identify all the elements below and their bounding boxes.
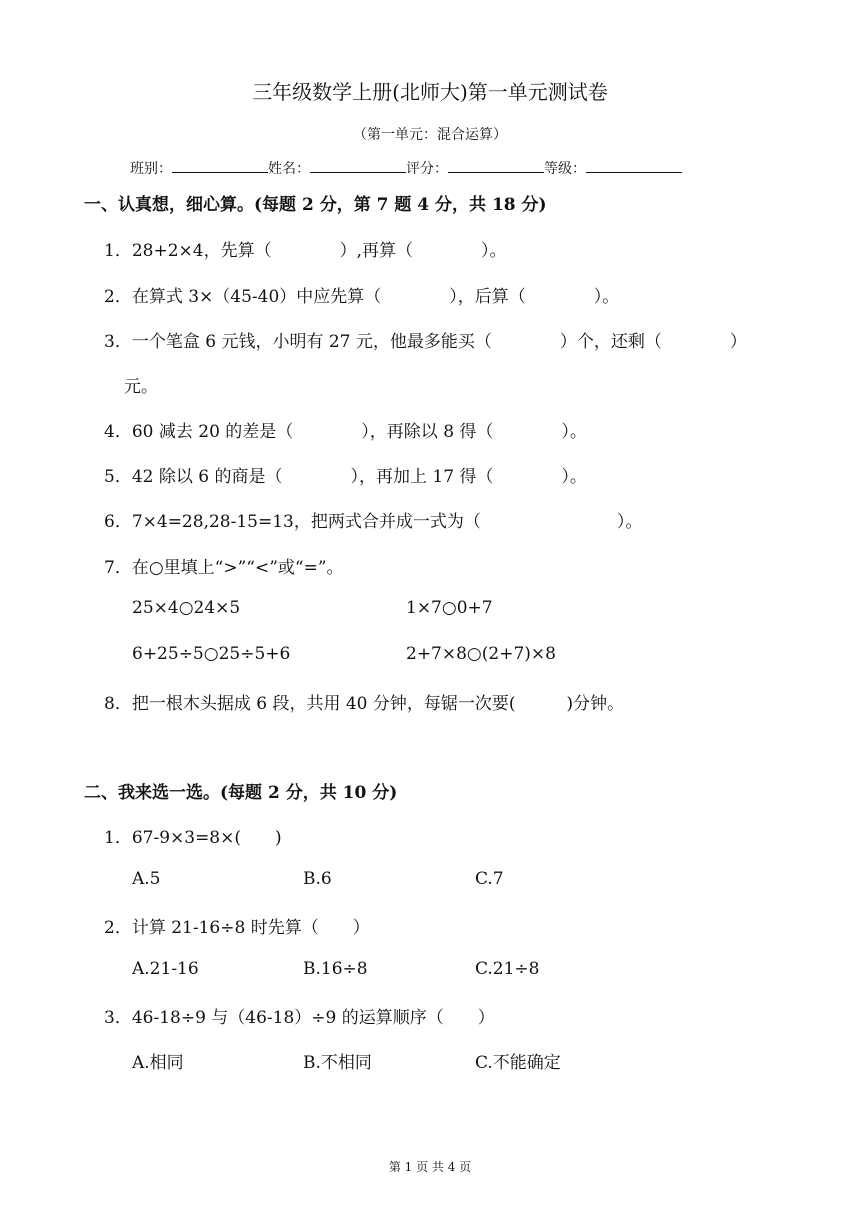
class-label: 班别：: [130, 161, 172, 177]
s1-question-1: 1．28+2×4，先算（ ）,再算（ ）。: [104, 241, 507, 261]
name-blank: [310, 158, 406, 173]
s1-question-8: 8．把一根木头据成 6 段，共用 40 分钟，每锯一次要( )分钟。: [104, 694, 625, 714]
grade-blank: [586, 158, 682, 173]
grade-label: 等级：: [544, 161, 586, 177]
s2-q2-option-a: A.21-16: [132, 959, 199, 979]
s2-q3-option-c: C.不能确定: [475, 1053, 561, 1073]
s1-question-5: 5．42 除以 6 的商是（ ），再加上 17 得（ ）。: [104, 467, 587, 487]
s2-q2-option-b: B.16÷8: [303, 959, 368, 979]
class-blank: [172, 158, 268, 173]
q7-item-3: 6+25÷5○25÷5+6: [132, 644, 291, 664]
s2-q3-option-b: B.不相同: [303, 1053, 372, 1073]
s2-question-1: 1．67-9×3=8×( ): [104, 828, 282, 848]
page-footer: 第 1 页 共 4 页: [388, 1160, 472, 1174]
s1-question-2: 2．在算式 3×（45-40）中应先算（ ），后算（ ）。: [104, 287, 620, 307]
s2-q3-option-a: A.相同: [132, 1053, 184, 1073]
s2-question-3: 3．46-18÷9 与（46-18）÷9 的运算顺序（ ）: [104, 1008, 495, 1028]
q7-item-4: 2+7×8○(2+7)×8: [406, 644, 556, 664]
page-title: 三年级数学上册(北师大)第一单元测试卷: [252, 80, 608, 104]
q7-item-1: 25×4○24×5: [132, 598, 241, 618]
q7-item-2: 1×7○0+7: [406, 598, 493, 618]
s2-q1-option-b: B.6: [303, 869, 332, 889]
page-subtitle: （第一单元：混合运算）: [353, 127, 507, 143]
student-info-line: [130, 158, 682, 178]
score-label: 评分：: [406, 161, 448, 177]
s1-question-3-line2: 元。: [124, 377, 158, 397]
s2-question-2: 2．计算 21-16÷8 时先算（ ）: [104, 918, 370, 938]
score-blank: [448, 158, 544, 173]
s1-question-3-line1: 3．一个笔盒 6 元钱，小明有 27 元，他最多能买（ ）个，还剩（ ）: [104, 332, 747, 352]
section2-heading: 二、我来选一选。(每题 2 分，共 10 分): [84, 783, 398, 803]
s1-question-7: 7．在○里填上“>”“<”或“=”。: [104, 558, 344, 578]
s2-q2-option-c: C.21÷8: [475, 959, 540, 979]
s1-question-6: 6．7×4=28,28-15=13，把两式合并成一式为（ ）。: [104, 512, 643, 532]
s1-question-4: 4．60 减去 20 的差是（ ），再除以 8 得（ ）。: [104, 422, 587, 442]
name-label: 姓名：: [268, 161, 310, 177]
section1-heading: 一、认真想，细心算。(每题 2 分，第 7 题 4 分，共 18 分): [84, 195, 547, 215]
s2-q1-option-c: C.7: [475, 869, 504, 889]
s2-q1-option-a: A.5: [132, 869, 161, 889]
